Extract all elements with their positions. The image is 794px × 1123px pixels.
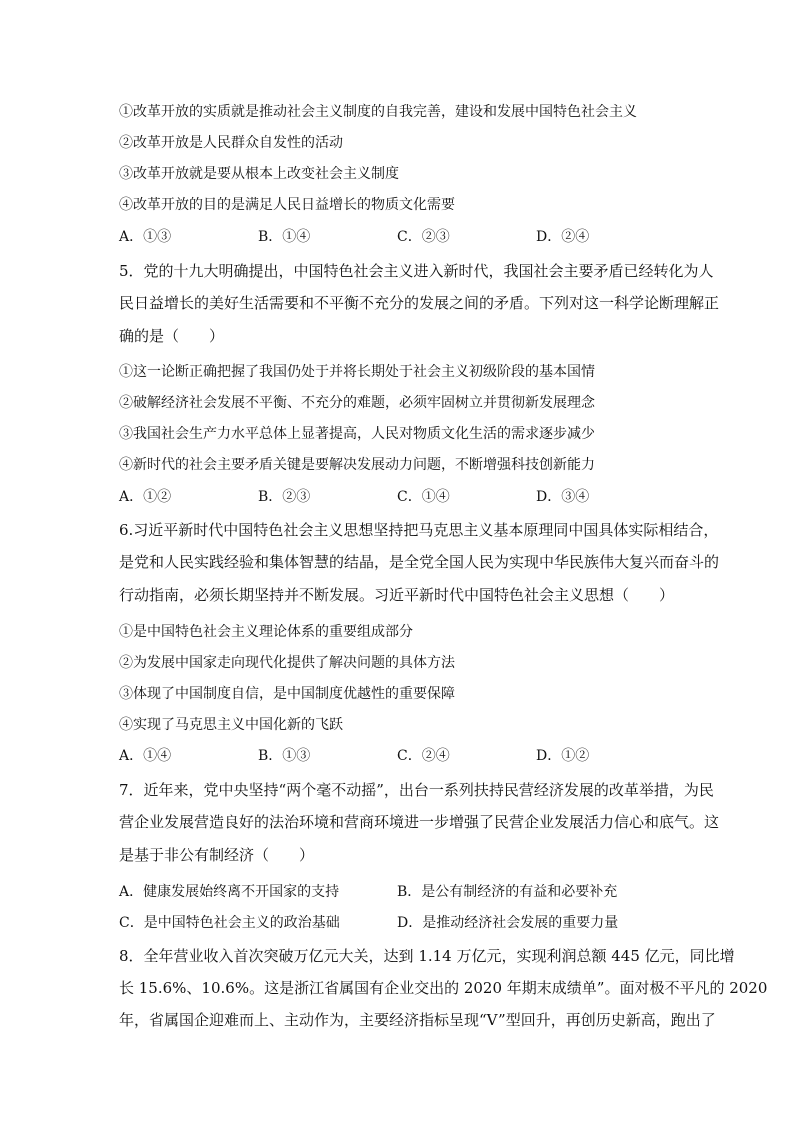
- q6-stem-line-2: 是党和人民实践经验和集体智慧的结晶，是全党全国人民为实现中华民族伟大复兴而奋斗的: [119, 553, 720, 571]
- q5-option-d[interactable]: D．③④: [536, 489, 590, 505]
- q5-stem-line-3: 确的是（ ）: [119, 327, 225, 345]
- q8-stem-line-3: 年，省属国企迎难而上、主动作为，主要经济指标呈现“V”型回升，再创历史新高，跑出了: [119, 1011, 716, 1029]
- q5-stem-line-1: 5．党的十九大明确提出，中国特色社会主义进入新时代，我国社会主要矛盾已经转化为人: [119, 262, 714, 280]
- q7-stem-line-2: 营企业发展营造良好的法治环境和营商环境进一步增强了民营企业发展活力信心和底气。这: [119, 813, 720, 831]
- q5-option-b[interactable]: B．②③: [258, 489, 311, 505]
- q4-statement-1: ①改革开放的实质就是推动社会主义制度的自我完善，建设和发展中国特色社会主义: [119, 104, 637, 120]
- q6-statement-4: ④实现了马克思主义中国化新的飞跃: [119, 717, 343, 733]
- q4-statement-4: ④改革开放的目的是满足人民日益增长的物质文化需要: [119, 197, 455, 213]
- q7-option-a[interactable]: A．健康发展始终离不开国家的支持: [119, 884, 340, 900]
- q5-statement-2: ②破解经济社会发展不平衡、不充分的难题，必须牢固树立并贯彻新发展理念: [119, 395, 595, 411]
- q5-statement-4: ④新时代的社会主要矛盾关键是要解决发展动力问题，不断增强科技创新能力: [119, 457, 595, 473]
- q8-stem-line-2: 长 15.6%、10.6%。这是浙江省属国有企业交出的 2020 年期末成绩单”。面对极不平凡的 2020: [119, 979, 768, 997]
- q7-stem-line-3: 是基于非公有制经济（ ）: [119, 846, 315, 864]
- q5-option-a[interactable]: A．①②: [119, 489, 172, 505]
- q4-option-b[interactable]: B．①④: [258, 229, 311, 245]
- q5-option-c[interactable]: C．①④: [397, 489, 450, 505]
- q5-statement-3: ③我国社会生产力水平总体上显著提高，人民对物质文化生活的需求逐步减少: [119, 426, 595, 442]
- q4-statement-3: ③改革开放就是要从根本上改变社会主义制度: [119, 166, 399, 182]
- q7-option-d[interactable]: D．是推动经济社会发展的重要力量: [397, 915, 619, 931]
- q6-option-c[interactable]: C．②④: [397, 748, 450, 764]
- q6-statement-1: ①是中国特色社会主义理论体系的重要组成部分: [119, 624, 413, 640]
- q7-option-b[interactable]: B．是公有制经济的有益和必要补充: [397, 884, 618, 900]
- q7-stem-line-1: 7．近年来，党中央坚持“两个毫不动摇”，出台一系列扶持民营经济发展的改革举措，为民: [119, 781, 714, 799]
- q6-option-a[interactable]: A．①④: [119, 748, 172, 764]
- q5-stem-line-2: 民日益增长的美好生活需要和不平衡不充分的发展之间的矛盾。下列对这一科学论断理解正: [119, 294, 720, 312]
- q6-option-d[interactable]: D．①②: [536, 748, 590, 764]
- q6-stem-line-3: 行动指南，必须长期坚持并不断发展。习近平新时代中国特色社会主义思想（ ）: [119, 586, 675, 604]
- q6-statement-2: ②为发展中国家走向现代化提供了解决问题的具体方法: [119, 655, 455, 671]
- q6-option-b[interactable]: B．①③: [258, 748, 311, 764]
- q4-option-c[interactable]: C．②③: [397, 229, 450, 245]
- q6-statement-3: ③体现了中国制度自信，是中国制度优越性的重要保障: [119, 686, 455, 702]
- q4-option-a[interactable]: A．①③: [119, 229, 172, 245]
- q7-option-c[interactable]: C．是中国特色社会主义的政治基础: [119, 915, 340, 931]
- q6-stem-line-1: 6.习近平新时代中国特色社会主义思想坚持把马克思主义基本原理同中国具体实际相结合，: [119, 521, 719, 539]
- q8-stem-line-1: 8．全年营业收入首次突破万亿元大关，达到 1.14 万亿元，实现利润总额 445 亿元，同比增: [119, 947, 735, 965]
- q4-option-d[interactable]: D．②④: [536, 229, 590, 245]
- q5-statement-1: ①这一论断正确把握了我国仍处于并将长期处于社会主义初级阶段的基本国情: [119, 364, 595, 380]
- q4-statement-2: ②改革开放是人民群众自发性的活动: [119, 135, 343, 151]
